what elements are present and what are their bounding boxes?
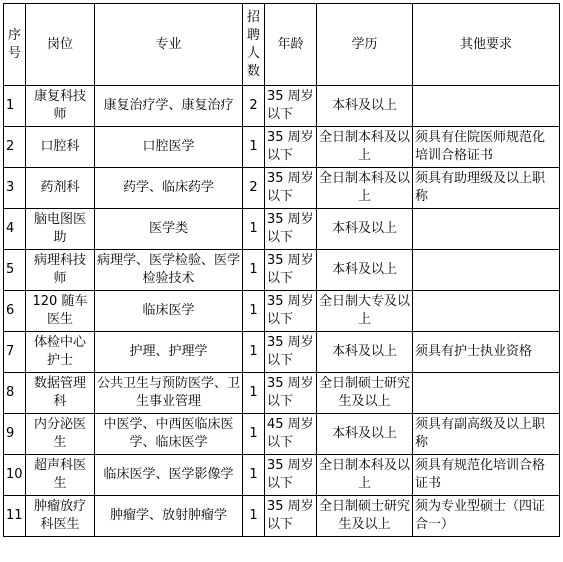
cell-education: 全日制本科及以上	[317, 455, 413, 496]
cell-education: 本科及以上	[317, 209, 413, 250]
cell-other: 须具有护士执业资格	[413, 332, 560, 373]
header-age: 年龄	[265, 4, 317, 86]
cell-no: 8	[4, 373, 26, 414]
cell-count: 1	[243, 496, 265, 537]
cell-education: 本科及以上	[317, 414, 413, 455]
cell-position: 120 随车医生	[26, 291, 95, 332]
cell-age: 35 周岁以下	[265, 455, 317, 496]
cell-major: 公共卫生与预防医学、卫生事业管理	[95, 373, 243, 414]
cell-major: 临床医学、医学影像学	[95, 455, 243, 496]
cell-major: 康复治疗学、康复治疗	[95, 86, 243, 127]
cell-other: 须具有副高级及以上职称	[413, 414, 560, 455]
cell-position: 口腔科	[26, 127, 95, 168]
cell-major: 肿瘤学、放射肿瘤学	[95, 496, 243, 537]
cell-major: 临床医学	[95, 291, 243, 332]
cell-major: 病理学、医学检验、医学检验技术	[95, 250, 243, 291]
table-row	[4, 332, 560, 373]
cell-age: 35 周岁以下	[265, 496, 317, 537]
cell-position: 超声科医生	[26, 455, 95, 496]
cell-other	[413, 250, 560, 291]
cell-no: 4	[4, 209, 26, 250]
cell-count: 1	[243, 373, 265, 414]
cell-age: 35 周岁以下	[265, 332, 317, 373]
cell-age: 45 周岁以下	[265, 414, 317, 455]
cell-age: 35 周岁以下	[265, 373, 317, 414]
cell-age: 35 周岁以下	[265, 250, 317, 291]
cell-no: 5	[4, 250, 26, 291]
cell-major: 护理、护理学	[95, 332, 243, 373]
table-header	[4, 4, 560, 86]
cell-count: 2	[243, 168, 265, 209]
cell-position: 肿瘤放疗科医生	[26, 496, 95, 537]
cell-other	[413, 86, 560, 127]
cell-education: 本科及以上	[317, 86, 413, 127]
table-row	[4, 414, 560, 455]
cell-position: 内分泌医生	[26, 414, 95, 455]
cell-no: 2	[4, 127, 26, 168]
cell-position: 脑电图医助	[26, 209, 95, 250]
cell-count: 1	[243, 332, 265, 373]
cell-age: 35 周岁以下	[265, 209, 317, 250]
cell-no: 7	[4, 332, 26, 373]
table-row	[4, 373, 560, 414]
table-row	[4, 127, 560, 168]
cell-no: 1	[4, 86, 26, 127]
cell-count: 1	[243, 455, 265, 496]
cell-other: 须具有住院医师规范化培训合格证书	[413, 127, 560, 168]
recruitment-table	[3, 3, 560, 537]
cell-position: 药剂科	[26, 168, 95, 209]
recruitment-table-container	[3, 3, 560, 537]
cell-count: 1	[243, 209, 265, 250]
cell-no: 10	[4, 455, 26, 496]
table-row	[4, 209, 560, 250]
cell-count: 1	[243, 291, 265, 332]
cell-age: 35 周岁以下	[265, 168, 317, 209]
cell-major: 药学、临床药学	[95, 168, 243, 209]
cell-education: 全日制本科及以上	[317, 127, 413, 168]
cell-education: 本科及以上	[317, 250, 413, 291]
cell-count: 1	[243, 127, 265, 168]
cell-count: 1	[243, 250, 265, 291]
cell-age: 35 周岁以下	[265, 86, 317, 127]
table-body	[4, 86, 560, 537]
table-row	[4, 291, 560, 332]
cell-education: 全日制大专及以上	[317, 291, 413, 332]
cell-education: 全日制硕士研究生及以上	[317, 373, 413, 414]
cell-other	[413, 291, 560, 332]
cell-major: 医学类	[95, 209, 243, 250]
cell-no: 9	[4, 414, 26, 455]
cell-age: 35 周岁以下	[265, 127, 317, 168]
header-count: 招聘人数	[243, 4, 265, 86]
cell-other: 须具有规范化培训合格证书	[413, 455, 560, 496]
table-row	[4, 455, 560, 496]
cell-other: 须具有助理级及以上职称	[413, 168, 560, 209]
table-row	[4, 250, 560, 291]
cell-education: 本科及以上	[317, 332, 413, 373]
cell-position: 康复科技师	[26, 86, 95, 127]
cell-other	[413, 373, 560, 414]
table-row	[4, 86, 560, 127]
cell-position: 体检中心护士	[26, 332, 95, 373]
table-row	[4, 496, 560, 537]
header-education: 学历	[317, 4, 413, 86]
cell-other	[413, 209, 560, 250]
cell-no: 6	[4, 291, 26, 332]
header-other: 其他要求	[413, 4, 560, 86]
cell-major: 中医学、中西医临床医学、临床医学	[95, 414, 243, 455]
header-row	[4, 4, 560, 86]
cell-count: 2	[243, 86, 265, 127]
cell-major: 口腔医学	[95, 127, 243, 168]
cell-no: 11	[4, 496, 26, 537]
cell-age: 35 周岁以下	[265, 291, 317, 332]
cell-position: 病理科技师	[26, 250, 95, 291]
header-major: 专业	[95, 4, 243, 86]
cell-other: 须为专业型硕士（四证合一）	[413, 496, 560, 537]
table-row	[4, 168, 560, 209]
cell-education: 全日制本科及以上	[317, 168, 413, 209]
cell-education: 全日制硕士研究生及以上	[317, 496, 413, 537]
cell-no: 3	[4, 168, 26, 209]
header-no: 序号	[4, 4, 26, 86]
header-position: 岗位	[26, 4, 95, 86]
cell-position: 数据管理科	[26, 373, 95, 414]
cell-count: 1	[243, 414, 265, 455]
